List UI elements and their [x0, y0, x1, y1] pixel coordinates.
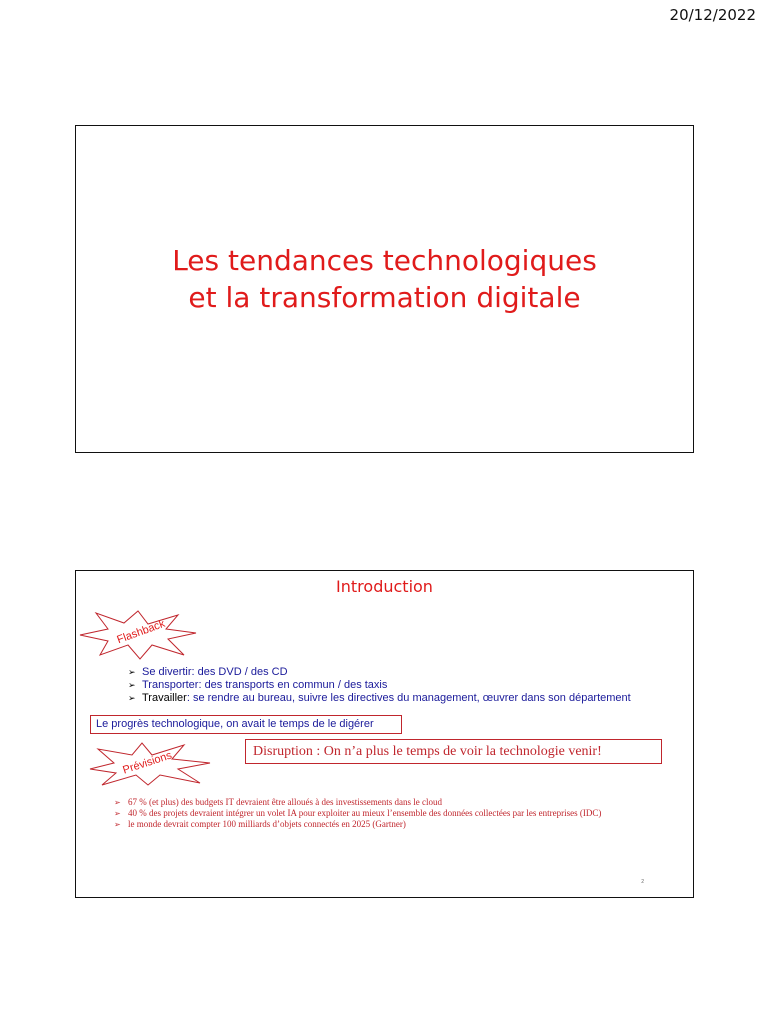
arrowhead-bullet-icon: ➢ [114, 820, 121, 829]
title-line-2: et la transformation digitale [188, 281, 581, 314]
introduction-title: Introduction [336, 577, 433, 596]
arrowhead-bullet-icon: ➢ [114, 798, 121, 807]
list-item: ➢ Se divertir: des DVD / des CD [128, 666, 288, 678]
flashback-list [128, 666, 631, 705]
introduction-slide [75, 570, 694, 898]
list-item: ➢ 67 % (et plus) des budgets IT devraient être alloués à des investissements dans le cloud [114, 797, 443, 807]
previsions-starburst-icon [88, 741, 212, 787]
slide-page-number: 2 [641, 879, 644, 885]
arrowhead-bullet-icon: ➢ [128, 667, 136, 677]
flashback-starburst-icon [78, 609, 198, 661]
arrowhead-bullet-icon: ➢ [114, 809, 121, 818]
slide-title [76, 242, 693, 316]
progress-note-box: Le progrès technologique, on avait le temps de le digérer [90, 715, 402, 734]
forecast-list [114, 797, 654, 830]
flashback-label: Flashback [115, 617, 167, 647]
page-date: 20/12/2022 [669, 6, 756, 24]
list-item: ➢ 40 % des projets devraient intégrer un volet IA pour exploiter au mieux l’ensemble des données collectées par les entreprises (IDC) [114, 808, 602, 818]
arrowhead-bullet-icon: ➢ [128, 693, 136, 703]
title-slide [75, 125, 694, 453]
previsions-label: Prévisions [121, 749, 174, 777]
disruption-box: Disruption : On n’a plus le temps de voir la technologie venir! [245, 739, 662, 764]
list-item: ➢ Transporter: des transports en commun / des taxis [128, 679, 388, 691]
list-item: ➢ le monde devrait compter 100 milliards d’objets connectés en 2025 (Gartner) [114, 819, 406, 829]
list-item: ➢ Travailler: se rendre au bureau, suivre les directives du management, œuvrer dans son département [128, 692, 631, 704]
arrowhead-bullet-icon: ➢ [128, 680, 136, 690]
title-line-1: Les tendances technologiques [172, 244, 597, 277]
